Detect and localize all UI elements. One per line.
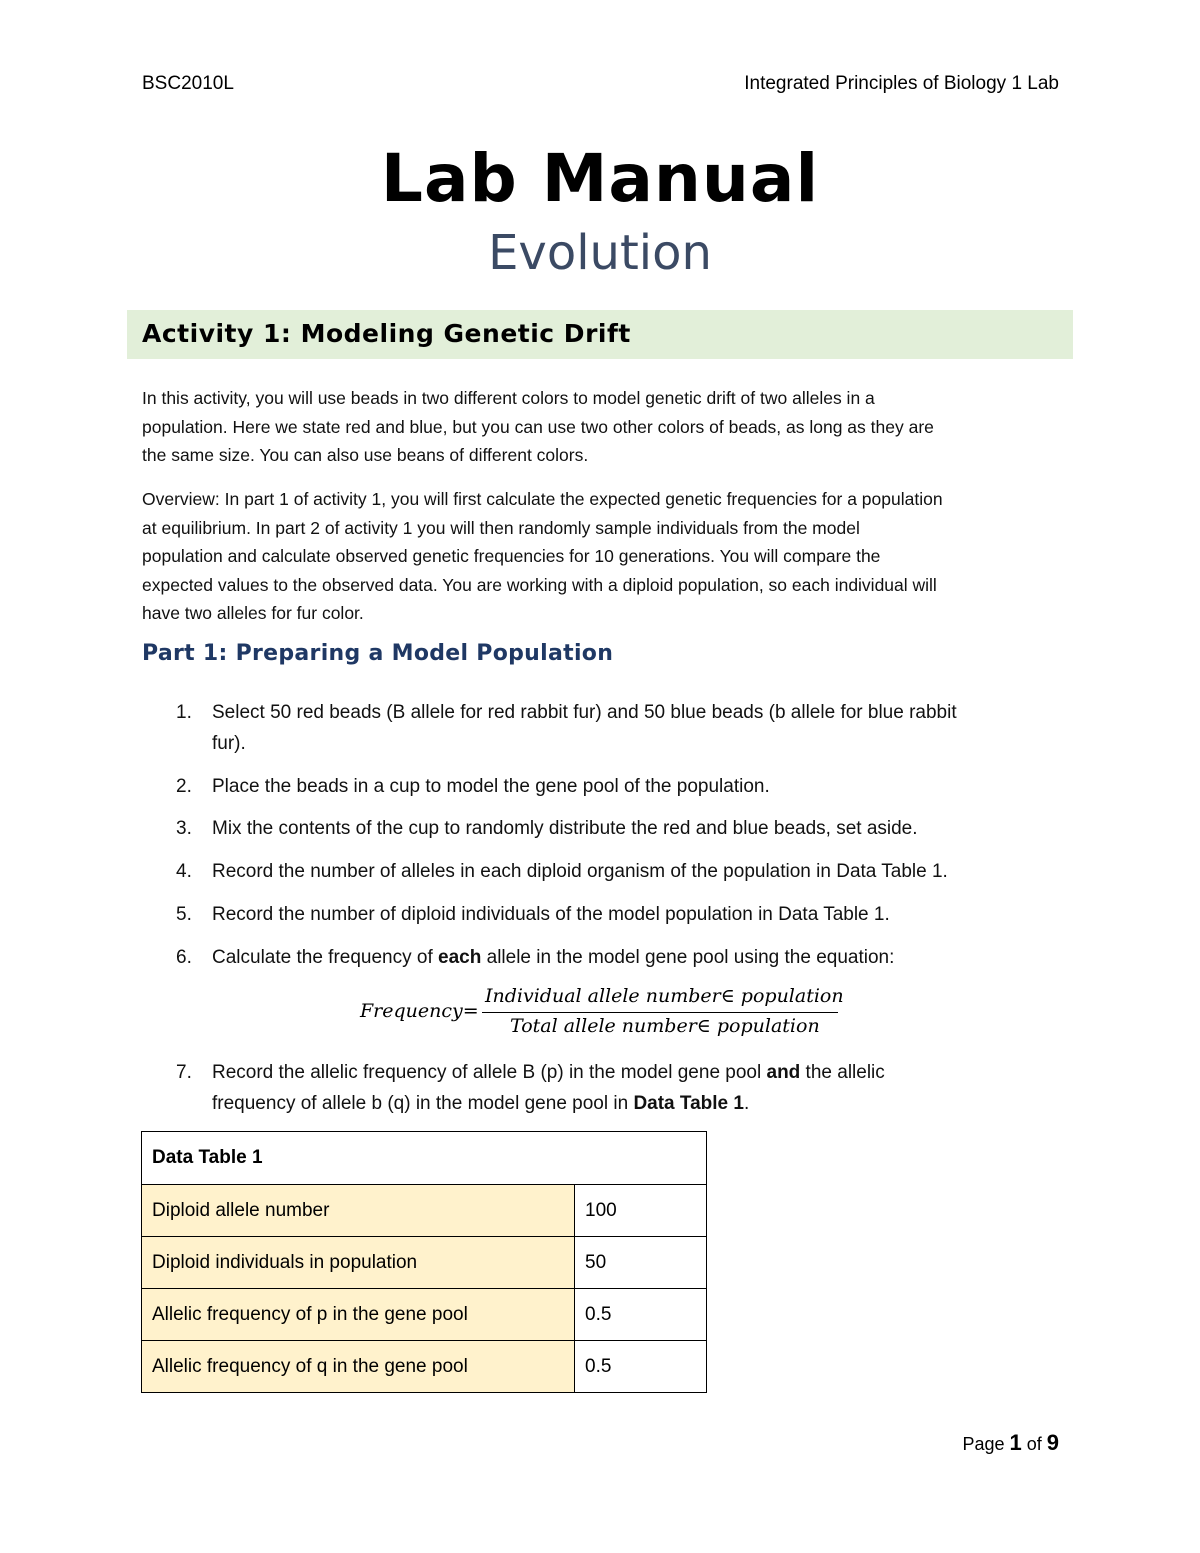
step-text: Record the number of diploid individuals of the model population in Data Table 1. <box>212 904 890 925</box>
intro-line: In this activity, you will use beads in two different colors to model genetic drift of two alleles in a <box>142 388 875 408</box>
step-text <box>212 1088 1062 1119</box>
overview-paragraph <box>142 485 1062 628</box>
table-row-label: Allelic frequency of q in the gene pool <box>142 1341 575 1393</box>
overview-line: have two alleles for fur color. <box>142 603 364 623</box>
header-course-name: Integrated Principles of Biology 1 Lab <box>744 73 1059 94</box>
table-row-label: Diploid allele number <box>142 1185 575 1237</box>
table-row-label: Allelic frequency of p in the gene pool <box>142 1289 575 1341</box>
overview-line: population and calculate observed genetic frequencies for 10 generations. You will compare the <box>142 546 881 566</box>
step-text-bold: and <box>766 1062 801 1083</box>
step-text: fur). <box>212 733 246 754</box>
page-number-footer <box>962 1430 1059 1456</box>
step-text <box>212 1057 1062 1088</box>
step-text-part: the allelic <box>800 1062 885 1083</box>
step-number: 1. <box>176 702 192 723</box>
table-row <box>142 1289 707 1341</box>
table-row-label: Diploid individuals in population <box>142 1237 575 1289</box>
table-row <box>142 1185 707 1237</box>
document-title: Lab Manual <box>380 140 820 217</box>
of-word: of <box>1021 1434 1047 1454</box>
page-total: 9 <box>1046 1430 1059 1455</box>
page-number: 1 <box>1009 1430 1022 1455</box>
intro-line: the same size. You can also use beans of different colors. <box>142 445 589 465</box>
step-text-bold: Data Table 1 <box>633 1093 744 1114</box>
page-word: Page <box>962 1434 1010 1454</box>
table-row-value: 100 <box>575 1185 707 1237</box>
activity-heading-bar <box>127 310 1073 359</box>
document-subtitle: Evolution <box>488 225 712 281</box>
step-number: 5. <box>176 904 192 925</box>
intro-line: population. Here we state red and blue, but you can use two other colors of beads, as long as they are <box>142 416 934 437</box>
step-text-bold: each <box>438 947 482 968</box>
step-text-part: . <box>743 1093 750 1114</box>
data-table-1 <box>141 1131 707 1393</box>
equation-numerator: Individual allele number∈ population <box>485 985 844 1007</box>
table-row-value: 50 <box>575 1237 707 1289</box>
intro-paragraph <box>142 384 1062 470</box>
step-number: 3. <box>176 818 192 839</box>
step-number: 4. <box>176 861 192 882</box>
table-title: Data Table 1 <box>142 1132 707 1185</box>
overview-line: at equilibrium. In part 2 of activity 1 you will then randomly sample individuals from the model <box>142 517 860 538</box>
table-row-value: 0.5 <box>575 1289 707 1341</box>
step-text: Record the number of alleles in each diploid organism of the population in Data Table 1. <box>212 861 948 882</box>
step-text: Place the beads in a cup to model the gene pool of the population. <box>212 776 770 797</box>
step-text-part: frequency of allele b (q) in the model gene pool in <box>212 1093 634 1114</box>
equation-denominator: Total allele number∈ population <box>510 1015 820 1037</box>
overview-line: Overview: In part 1 of activity 1, you will first calculate the expected genetic frequencies for a population <box>142 489 943 509</box>
step-text-part: Calculate the frequency of <box>212 947 439 968</box>
activity-title: Activity 1: Modeling Genetic Drift <box>142 319 631 348</box>
step-text <box>212 942 1062 973</box>
step-number: 6. <box>176 947 192 968</box>
step-text: Mix the contents of the cup to randomly distribute the red and blue beads, set aside. <box>212 818 918 839</box>
overview-line: expected values to the observed data. You are working with a diploid population, so each individual will <box>142 574 937 595</box>
table-row <box>142 1341 707 1393</box>
table-row <box>142 1237 707 1289</box>
table-row-value: 0.5 <box>575 1341 707 1393</box>
fraction-bar <box>482 1012 838 1013</box>
step-text-part: allele in the model gene pool using the equation: <box>481 947 895 968</box>
part1-heading: Part 1: Preparing a Model Population <box>142 641 614 666</box>
step-number: 2. <box>176 776 192 797</box>
table-header-row <box>142 1132 707 1185</box>
frequency-equation <box>360 985 860 1045</box>
header-course-code: BSC2010L <box>142 73 234 94</box>
step-number: 7. <box>176 1062 192 1083</box>
step-text-part: Record the allelic frequency of allele B (p) in the model gene pool <box>212 1062 767 1083</box>
equation-lhs: Frequency= <box>360 1000 479 1022</box>
step-text: Select 50 red beads (B allele for red rabbit fur) and 50 blue beads (b allele for blue rabbit <box>212 702 957 723</box>
